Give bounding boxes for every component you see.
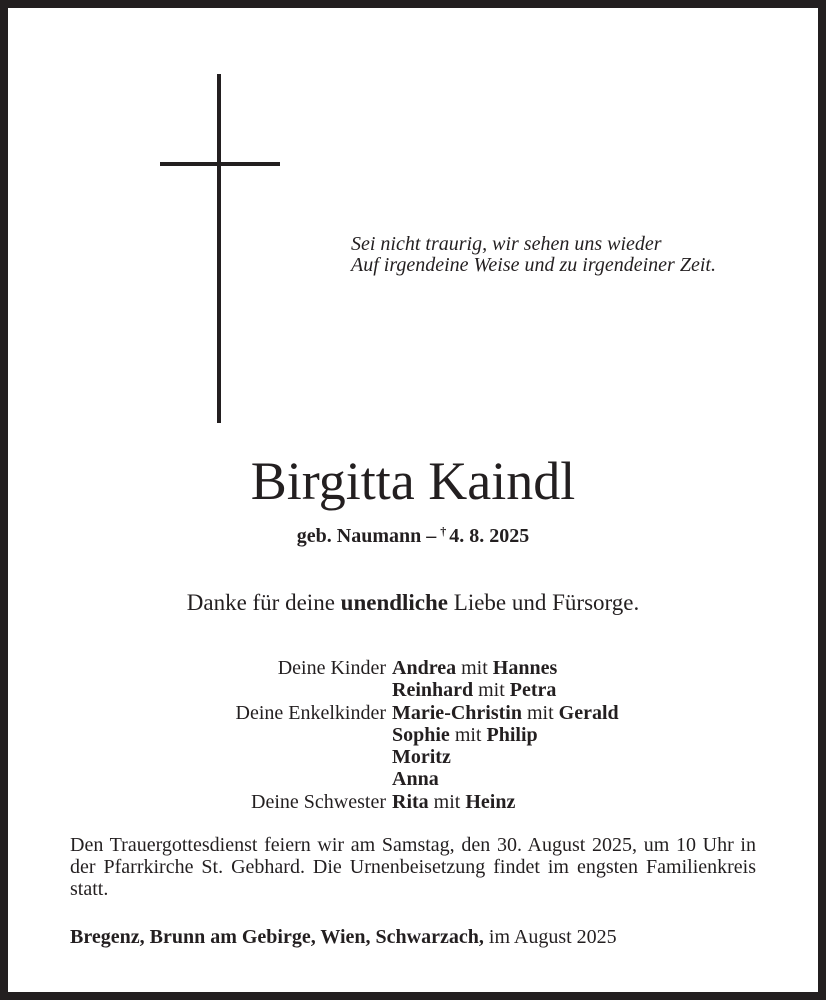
places-list: Bregenz, Brunn am Gebirge, Wien, Schwarzach, <box>70 926 484 948</box>
relation-members <box>392 746 451 768</box>
family-list <box>0 657 826 813</box>
verse-line-1: Sei nicht traurig, wir sehen uns wieder <box>351 233 662 255</box>
partner-name: Hannes <box>492 657 558 679</box>
member-name: Anna <box>392 768 439 791</box>
connector: mit <box>521 701 559 724</box>
partner-name: Heinz <box>465 790 516 813</box>
family-row <box>0 702 826 724</box>
birth-name: geb. Naumann – <box>296 525 437 547</box>
family-row <box>0 768 826 790</box>
partner-name: Philip <box>486 723 538 746</box>
relation-label: Deine Schwester <box>251 790 386 813</box>
funeral-service-notice: Den Trauergottesdienst feiern wir am Samstag, den 30. August 2025, um 10 Uhr in der Pfarrkirche St. Gebhard. Die Urnenbeisetzung findet im engsten Familienkreis statt. <box>70 834 756 900</box>
thanks-emphasis: unendliche <box>340 590 449 615</box>
family-row <box>0 746 826 768</box>
relation-label: Deine Enkelkinder <box>235 701 386 724</box>
relation-label <box>0 724 392 746</box>
family-row <box>0 724 826 746</box>
member-name: Rita <box>392 790 429 813</box>
relation-members <box>392 724 538 746</box>
member-name: Sophie <box>392 723 450 746</box>
relation-label <box>0 768 392 790</box>
connector: mit <box>456 657 493 679</box>
member-name: Marie-Christin <box>392 701 522 724</box>
relation-members <box>392 791 515 813</box>
family-row <box>0 657 826 679</box>
connector: mit <box>449 723 487 746</box>
relation-label <box>0 746 392 768</box>
death-date: 4. 8. 2025 <box>449 525 530 547</box>
thanks-line <box>0 588 826 618</box>
partner-name: Gerald <box>558 701 619 724</box>
family-row <box>0 791 826 813</box>
deceased-name: Birgitta Kaindl <box>250 451 576 511</box>
relation-members <box>392 768 439 790</box>
connector: mit <box>428 790 466 813</box>
member-name: Andrea <box>392 657 457 679</box>
thanks-before: Danke für deine <box>186 590 341 615</box>
closing-line <box>70 925 770 949</box>
relation-members <box>392 702 619 724</box>
relation-members <box>392 657 557 679</box>
closing-date: im August 2025 <box>483 926 617 948</box>
birth-death-line <box>0 518 826 549</box>
member-name: Reinhard <box>392 679 474 702</box>
cross-horizontal-bar <box>160 162 280 166</box>
memorial-verse <box>351 234 716 276</box>
member-name: Moritz <box>392 746 451 769</box>
verse-line-2: Auf irgendeine Weise und zu irgendeiner Zeit. <box>351 254 716 276</box>
relation-members <box>392 679 556 701</box>
thanks-after: Liebe und Fürsorge. <box>448 590 640 615</box>
dagger-icon: † <box>440 524 447 538</box>
cross-vertical-bar <box>217 74 221 423</box>
family-row <box>0 679 826 701</box>
relation-label <box>0 679 392 701</box>
connector: mit <box>473 679 510 702</box>
partner-name: Petra <box>509 679 557 702</box>
relation-label: Deine Kinder <box>277 657 386 679</box>
